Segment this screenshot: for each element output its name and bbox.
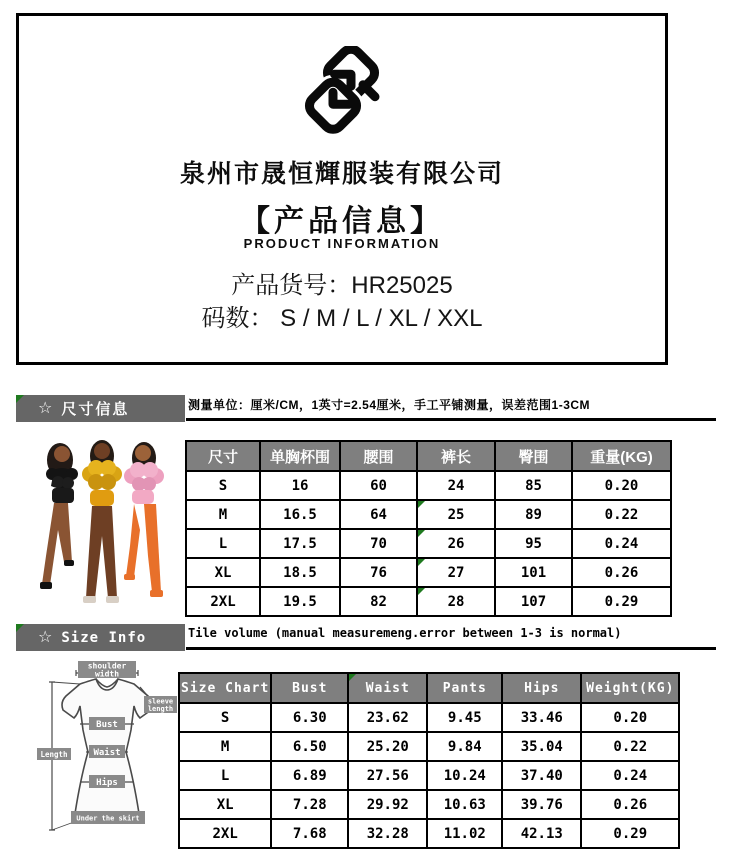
diagram-label-under-the-skirt: Under the skirt <box>76 814 140 823</box>
table-cell: 85 <box>495 471 572 500</box>
product-info-title-cn: 【产品信息】 <box>240 205 444 238</box>
table-cell: M <box>186 500 260 529</box>
table-cell: 0.24 <box>572 529 671 558</box>
table-cell: 0.29 <box>572 587 671 616</box>
measure-note-cn: 测量单位：厘米/CM，1英寸=2.54厘米，手工平铺测量，误差范围1-3CM <box>188 398 591 412</box>
table-cell: 23.62 <box>348 703 427 732</box>
item-number-value: HR25025 <box>351 272 453 299</box>
table-cell: 42.13 <box>502 819 581 848</box>
table-cell: 32.28 <box>348 819 427 848</box>
table-cell: XL <box>186 558 260 587</box>
table-cell: 33.46 <box>502 703 581 732</box>
table-cell: 9.84 <box>427 732 502 761</box>
brand-logo-icon <box>297 46 387 146</box>
table-cell: 9.45 <box>427 703 502 732</box>
table-row <box>186 587 671 616</box>
table-cell: 107 <box>495 587 572 616</box>
sizes-line <box>19 298 665 333</box>
diagram-label-hips: Hips <box>96 778 118 788</box>
table-cell: S <box>179 703 271 732</box>
table-row <box>186 500 671 529</box>
table-cell: 6.50 <box>271 732 348 761</box>
product-info-title-en: PRODUCT INFORMATION <box>243 236 441 251</box>
table-cell: 0.20 <box>572 471 671 500</box>
section-bar-size-info-en <box>16 624 185 651</box>
table-row <box>179 732 679 761</box>
column-header: Hips <box>502 673 581 703</box>
section-label-en: Size Info <box>61 629 147 646</box>
table-cell: 70 <box>340 529 417 558</box>
table-cell: 7.68 <box>271 819 348 848</box>
column-header: Bust <box>271 673 348 703</box>
table-cell: 24 <box>417 471 495 500</box>
table-cell: 0.29 <box>581 819 679 848</box>
company-name: 泉州市晟恒輝服装有限公司 <box>179 160 504 188</box>
size-table-inch <box>178 672 680 849</box>
comment-marker-icon <box>16 395 24 403</box>
table-row <box>186 558 671 587</box>
sizes-label: 码数： <box>201 305 274 332</box>
table-cell: 0.20 <box>581 703 679 732</box>
column-header: Weight(KG) <box>581 673 679 703</box>
item-number-line <box>19 265 665 300</box>
divider-rule <box>186 647 716 650</box>
table-row <box>179 819 679 848</box>
column-header: Size Chart <box>179 673 271 703</box>
table-header-row <box>179 673 679 703</box>
table-cell: 28 <box>417 587 495 616</box>
table-cell: 95 <box>495 529 572 558</box>
table-cell: 10.63 <box>427 790 502 819</box>
diagram-label-shoulder-width-line1: shoulder <box>87 661 127 671</box>
models-photo <box>18 426 186 618</box>
product-card <box>16 13 668 365</box>
table-cell: 11.02 <box>427 819 502 848</box>
table-cell: XL <box>179 790 271 819</box>
table-cell: 27 <box>417 558 495 587</box>
star-icon: ☆ <box>38 399 53 417</box>
table-cell: L <box>186 529 260 558</box>
size-table-cm <box>185 440 672 617</box>
column-header: 重量(KG) <box>572 441 671 471</box>
section-bar-size-info-cn <box>16 395 185 422</box>
table-cell: 6.89 <box>271 761 348 790</box>
table-cell: 19.5 <box>260 587 340 616</box>
table-cell: 17.5 <box>260 529 340 558</box>
table-row <box>179 761 679 790</box>
table-cell: 64 <box>340 500 417 529</box>
comment-marker-icon <box>16 624 24 632</box>
column-header: 腰围 <box>340 441 417 471</box>
column-header: 尺寸 <box>186 441 260 471</box>
table-cell: 37.40 <box>502 761 581 790</box>
table-cell: 18.5 <box>260 558 340 587</box>
table-cell: 0.26 <box>581 790 679 819</box>
table-cell: M <box>179 732 271 761</box>
table-cell: 39.76 <box>502 790 581 819</box>
diagram-label-waist: Waist <box>93 748 121 758</box>
table-cell: 2XL <box>179 819 271 848</box>
table-row <box>179 703 679 732</box>
section-label-cn: 尺寸信息 <box>61 401 130 418</box>
diagram-label-sleeve-length-line2: length <box>147 705 174 713</box>
table-cell: 60 <box>340 471 417 500</box>
table-row <box>186 529 671 558</box>
column-header: Pants <box>427 673 502 703</box>
table-cell: 2XL <box>186 587 260 616</box>
table-cell: 76 <box>340 558 417 587</box>
table-cell: 0.22 <box>572 500 671 529</box>
table-header-row <box>186 441 671 471</box>
column-header: 单胸杯围 <box>260 441 340 471</box>
table-cell: 25 <box>417 500 495 529</box>
table-cell: 16 <box>260 471 340 500</box>
table-cell: 0.24 <box>581 761 679 790</box>
diagram-label-sleeve-length-line1: sleeve <box>147 697 174 706</box>
sizes-value: S / M / L / XL / XXL <box>280 305 483 332</box>
table-cell: 0.22 <box>581 732 679 761</box>
dress-measurement-diagram <box>36 660 178 848</box>
table-row <box>179 790 679 819</box>
table-cell: 89 <box>495 500 572 529</box>
table-cell: 25.20 <box>348 732 427 761</box>
diagram-label-shoulder-width-line2: width <box>94 669 120 679</box>
column-header: 臀围 <box>495 441 572 471</box>
table-cell: 29.92 <box>348 790 427 819</box>
table-cell: 6.30 <box>271 703 348 732</box>
diagram-label-length: Length <box>40 750 68 759</box>
item-number-label: 产品货号： <box>231 272 352 299</box>
star-icon: ☆ <box>38 628 53 646</box>
table-cell: 26 <box>417 529 495 558</box>
divider-rule <box>186 418 716 421</box>
table-cell: 10.24 <box>427 761 502 790</box>
table-row <box>186 471 671 500</box>
diagram-label-bust: Bust <box>96 720 118 730</box>
table-cell: 35.04 <box>502 732 581 761</box>
table-cell: 101 <box>495 558 572 587</box>
table-cell: 27.56 <box>348 761 427 790</box>
table-cell: S <box>186 471 260 500</box>
table-cell: 82 <box>340 587 417 616</box>
table-cell: 0.26 <box>572 558 671 587</box>
measure-note-en: Tile volume (manual measuremeng.error between 1-3 is normal) <box>188 626 622 640</box>
table-cell: 16.5 <box>260 500 340 529</box>
column-header: Waist <box>348 673 427 703</box>
column-header: 裤长 <box>417 441 495 471</box>
table-cell: L <box>179 761 271 790</box>
table-cell: 7.28 <box>271 790 348 819</box>
